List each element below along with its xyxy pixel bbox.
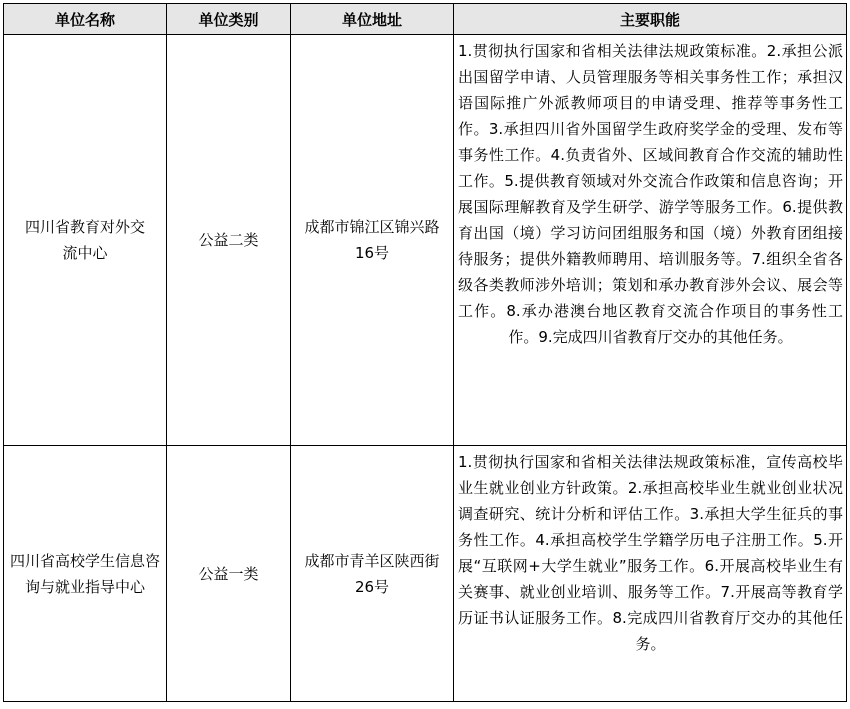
- unit-duties-cell: 1.贯彻执行国家和省相关法律法规政策标准，宣传高校毕业生就业创业方针政策。2.承担高校毕业生就业创业状况调查研究、统计分析和评估工作。3.承担大学生征兵的事务性工作。4.承担高校学生学籍学历电子注册工作。5.开展“互联网+大学生就业”服务工作。6.开展高校毕业生有关赛事、就业创业培训、服务等工作。7.开展高等教育学历证书认证服务工作。8.完成四川省教育厅交办的其他任务。: [454, 446, 847, 702]
- unit-address-cell: [291, 35, 454, 446]
- unit-name-cell: [4, 446, 167, 702]
- header-row: [4, 4, 847, 35]
- header-unit-address: 单位地址: [291, 4, 454, 35]
- unit-type-cell: 公益一类: [167, 446, 291, 702]
- unit-type-cell: 公益二类: [167, 35, 291, 446]
- unit-name-cell: [4, 35, 167, 446]
- unit-name: 四川省教育对外交流中心: [24, 218, 145, 262]
- unit-name: 四川省高校学生信息咨询与就业指导中心: [10, 551, 161, 596]
- header-main-duties: 主要职能: [454, 4, 847, 35]
- table-row: [4, 446, 847, 702]
- table-row: [4, 35, 847, 446]
- unit-duties-cell: 1.贯彻执行国家和省相关法律法规政策标准。2.承担公派出国留学申请、人员管理服务等相关事务性工作；承担汉语国际推广外派教师项目的申请受理、推荐等事务性工作。3.承担四川省外国留学生政府奖学金的受理、发布等事务性工作。4.负责省外、区域间教育合作交流的辅助性工作。5.提供教育领域对外交流合作政策和信息咨询；开展国际理解教育及学生研学、游学等服务工作。6.提供教育出国（境）学习访问团组服务和国（境）外教育团组接待服务；提供外籍教师聘用、培训服务等。7.组织全省各级各类教师涉外培训；策划和承办教育涉外会议、展会等工作。8.承办港澳台地区教育交流合作项目的事务性工作。9.完成四川省教育厅交办的其他任务。: [454, 35, 847, 446]
- header-unit-name: 单位名称: [4, 4, 167, 35]
- units-table: [3, 3, 847, 702]
- unit-address: 成都市青羊区陕西街26号: [304, 551, 440, 596]
- unit-address-cell: [291, 446, 454, 702]
- header-unit-type: 单位类别: [167, 4, 291, 35]
- unit-address: 成都市锦江区锦兴路16号: [304, 218, 440, 262]
